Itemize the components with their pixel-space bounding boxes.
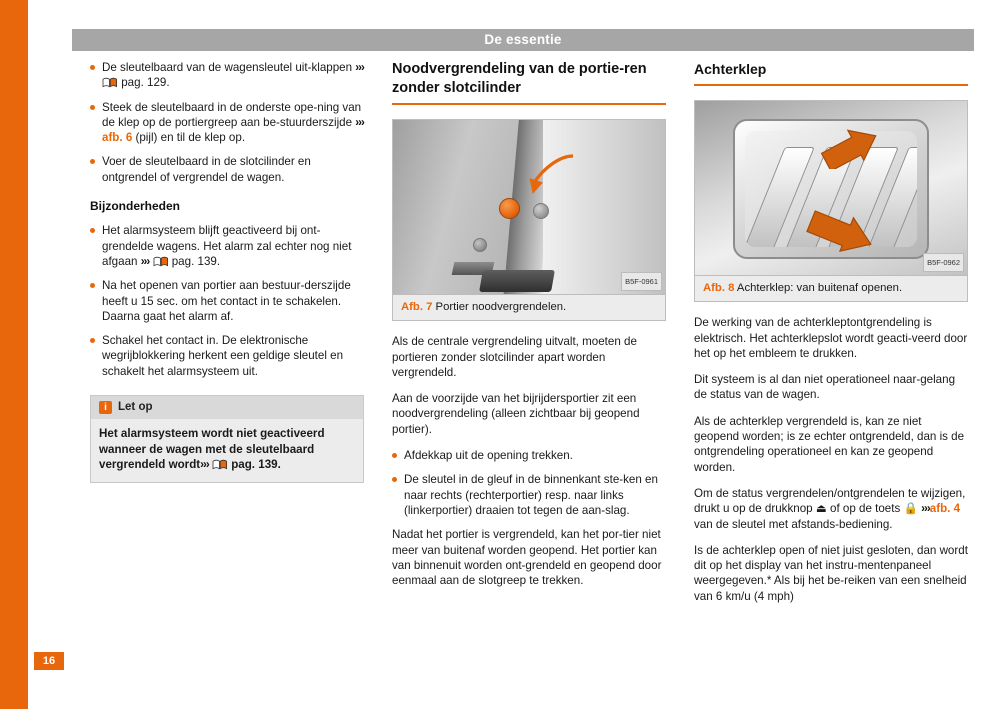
list-item (90, 278, 364, 324)
list-item (90, 100, 364, 146)
column-left (90, 60, 364, 483)
figure-8 (694, 100, 968, 302)
figure-8-caption-text: Achterklep: van buitenaf openen. (736, 282, 903, 294)
note-text: Het alarmsysteem wordt niet geactiveerd wanneer de wagen met de sleutelbaard vergrendeld wordt (99, 427, 325, 472)
press-arrow-up-icon (817, 119, 897, 169)
paragraph-text-tail: van de sleutel met afstands-bediening. (694, 517, 893, 531)
figure-8-label: Afb. 8 (703, 282, 735, 294)
chevron-ref: ››› (355, 61, 364, 74)
paragraph-text-mid: of op de toets (826, 502, 904, 516)
chevron-ref: ››› (921, 502, 930, 516)
note-box (90, 395, 364, 483)
paragraph: Aan de voorzijde van het bijrijdersportier zit een noodvergrendeling (alleen zichtbaar bij geopend portier). (392, 392, 640, 436)
page-number-badge: 16 (34, 652, 64, 670)
page-header-title: De essentie (72, 29, 974, 51)
key-steps-list (90, 60, 364, 185)
paragraph: Nadat het portier is vergrendeld, kan het por-tier niet meer van buitenaf worden geopend. Het portier kan van binnenuit worden ont-grendeld en geopend door eenmaal aan de slotgreep te trekken. (392, 528, 662, 588)
list-item-text: Steek de sleutelbaard in de onderste ope-ning van de klep op de portiergreep aan be-stuurderszijde (102, 100, 362, 129)
list-item (90, 223, 364, 269)
list-item-text: Het alarmsysteem blijft geactiveerd bij ont-grendelde wagens. Het alarm zal echter nog niet afgaan (102, 224, 352, 268)
section-title-noodvergrendeling: Noodvergrendeling van de portie-ren zonder slotcilinder (392, 60, 666, 105)
paragraph: De werking van de achterkleptontgrendeling is elektrisch. Het achterklepslot wordt geacti-veerd door het op het embleem te drukken. (694, 316, 968, 360)
callout-arrow-icon (511, 150, 581, 210)
figure-8-image (695, 101, 967, 275)
chevron-ref: ››› (200, 458, 209, 472)
list-item-text-tail: pag. 129. (118, 76, 170, 90)
list-item: Afdekkap uit de opening trekken. (392, 448, 666, 463)
figure-7-image (393, 120, 665, 294)
subheading-bijzonderheden: Bijzonderheden (90, 199, 181, 214)
figure-7-label: Afb. 7 (401, 301, 433, 313)
column-middle (392, 60, 666, 599)
figure-8-caption (695, 275, 967, 301)
paragraph-lock-status (694, 486, 968, 532)
special-notes-list (90, 223, 364, 379)
note-text-tail: pag. 139. (227, 458, 281, 472)
list-item (90, 333, 364, 379)
paragraph: Als de achterklep vergrendeld is, kan ze niet geopend worden; is ze echter ontgrendeld, dan is de ontgrendeling operationeel en kan ze geopend worden. (694, 414, 965, 474)
paragraph-text: Om de status vergrendelen/ontgrendelen te wijzigen, drukt u op de drukknop (694, 486, 966, 516)
figure-reference[interactable]: afb. 6 (102, 131, 133, 145)
list-item (90, 154, 364, 185)
list-item-text: Voer de sleutelbaard in de slotcilinder en ontgrendel of vergrendel de wagen. (102, 155, 311, 184)
figure-7-caption-text: Portier noodvergrendelen. (435, 301, 567, 313)
list-item-text-tail: pag. 139. (168, 254, 221, 268)
info-icon: i (99, 401, 112, 414)
note-box-header (91, 396, 363, 419)
section-title-achterklep: Achterklep (694, 60, 968, 86)
list-item-text: De sleutelbaard van de wagensleutel uit-klappen (102, 61, 356, 74)
procedure-list (392, 448, 666, 518)
list-item-text-tail: (pijl) en til de klep op. (132, 131, 246, 145)
unlock-button-icon: ⏏ (815, 502, 827, 516)
left-orange-band (0, 0, 28, 709)
book-icon (102, 77, 118, 88)
figure-7 (392, 119, 666, 321)
note-box-title: Let op (118, 401, 153, 414)
book-icon (212, 459, 228, 470)
list-item-text: Na het openen van portier aan bestuur-derszijde heeft u 15 sec. om het contact in te schakelen. Daarna gaat het alarm af. (102, 279, 351, 323)
figure-7-caption (393, 294, 665, 320)
list-item-text: Schakel het contact in. De elektronische wegrijblokkering herkent een geldige sleutel en schakelt het alarmsysteem uit. (102, 334, 344, 378)
figure-8-code: B5F-0962 (923, 253, 964, 272)
chevron-ref: ››› (140, 254, 150, 268)
book-icon (153, 256, 169, 267)
key-lock-icon: 🔒 (903, 502, 918, 516)
figure-7-code: B5F-0961 (621, 272, 662, 291)
paragraph: Dit systeem is al dan niet operationeel naar-gelang de status van de wagen. (694, 373, 956, 402)
column-right (694, 60, 968, 615)
list-item (90, 60, 364, 91)
three-column-layout (72, 60, 974, 660)
figure-reference[interactable]: afb. 4 (929, 502, 961, 516)
page-content (28, 0, 1004, 709)
list-item: De sleutel in de gleuf in de binnenkant ste-ken en naar rechts (rechterportier) resp. naar links (linkerportier) draaien tot tegen de aan-slag. (392, 472, 666, 518)
paragraph: Als de centrale vergrendeling uitvalt, moeten de portieren zonder slotcilinder apart worden vergrendeld. (392, 335, 637, 379)
paragraph: Is de achterklep open of niet juist gesloten, dan wordt dit op het display van het instru-mentenpaneel weergegeven.* Als bij het be-reiken van een snelheid van 6 km/u (4 mph) (694, 543, 968, 603)
chevron-ref: ››› (355, 115, 364, 129)
note-box-body (91, 419, 363, 481)
press-arrow-down-icon (803, 205, 893, 261)
